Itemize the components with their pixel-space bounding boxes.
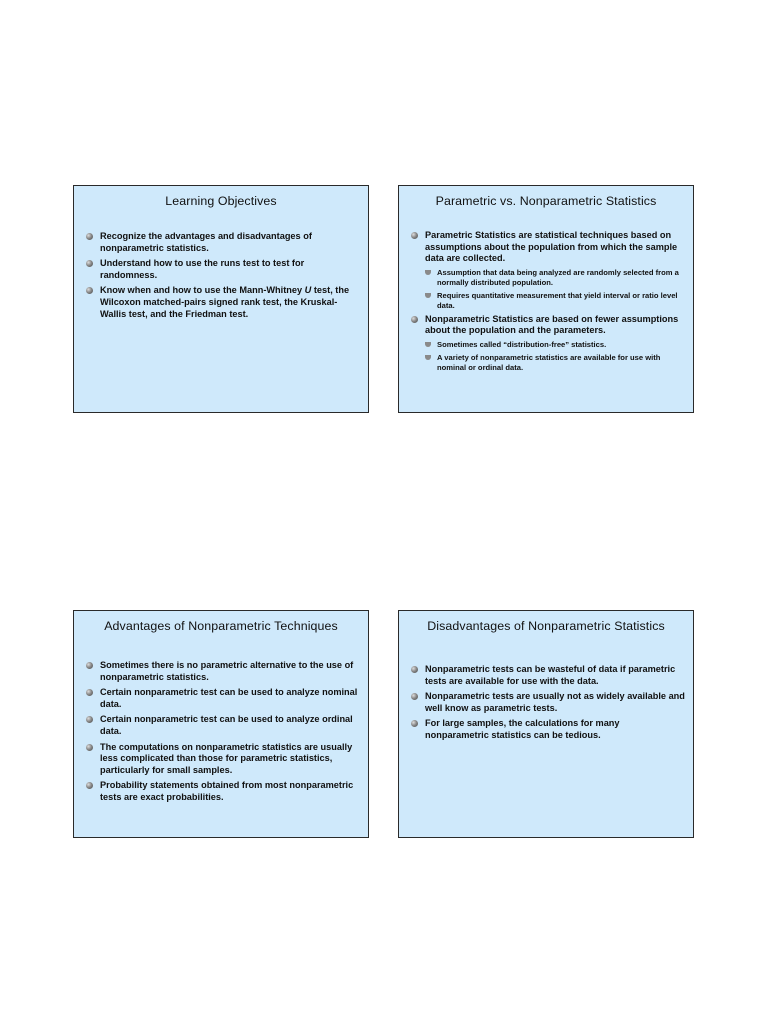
sub-bullet-item	[425, 353, 685, 373]
bullet-icon	[86, 689, 93, 696]
sub-bullet-text: Requires quantitative measurement that yield interval or ratio level data.	[437, 290, 678, 310]
bullet-item	[399, 314, 693, 373]
bullet-text: Nonparametric Statistics are based on fewer assumptions about the population and the parameters.	[425, 313, 679, 336]
sub-bullet-icon	[425, 342, 431, 347]
sub-bullet-text: A variety of nonparametric statistics are available for use with nominal or ordinal data.	[437, 352, 661, 372]
bullet-text: Recognize the advantages and disadvantages of nonparametric statistics.	[100, 231, 312, 253]
bullet-icon	[86, 233, 93, 240]
bullet-text-part: test, the Wilcoxon matched-pairs signed rank test, the Kruskal-Wallis test, and the Friedman test.	[100, 285, 350, 319]
bullet-item	[74, 714, 368, 737]
bullet-item	[74, 687, 368, 710]
bullet-text: Certain nonparametric test can be used to analyze nominal data.	[100, 687, 358, 709]
bullet-text: Probability statements obtained from most nonparametric tests are exact probabilities.	[100, 780, 354, 802]
bullet-item	[74, 742, 368, 777]
slide-parametric-vs-nonparametric	[398, 185, 694, 413]
bullet-item	[74, 258, 368, 281]
sub-bullet-icon	[425, 293, 431, 298]
bullet-icon	[411, 232, 418, 239]
sub-bullet-icon	[425, 355, 431, 360]
bullet-list	[74, 645, 368, 804]
bullet-list	[399, 645, 693, 742]
slide-learning-objectives	[73, 185, 369, 413]
bullet-list	[399, 220, 693, 373]
bullet-icon	[411, 693, 418, 700]
slide-disadvantages	[398, 610, 694, 838]
slide-title: Parametric vs. Nonparametric Statistics	[435, 194, 657, 208]
slide-advantages	[73, 610, 369, 838]
sub-bullet-item	[425, 268, 685, 288]
slide-title: Advantages of Nonparametric Techniques	[104, 619, 338, 633]
bullet-text: Parametric Statistics are statistical techniques based on assumptions about the population from which the sample data are collected.	[425, 230, 678, 264]
bullet-text: Nonparametric tests can be wasteful of data if parametric tests are available for use with the data.	[425, 664, 676, 686]
bullet-item	[399, 664, 693, 687]
bullet-text: The computations on nonparametric statistics are usually less complicated than those for parametric statistics, particularly for small samples.	[100, 741, 353, 775]
bullet-item	[399, 718, 693, 741]
bullet-icon	[411, 666, 418, 673]
sub-bullet-text: Assumption that data being analyzed are randomly selected from a normally distributed population.	[437, 267, 679, 287]
bullet-item	[399, 230, 693, 311]
sub-bullet-list	[425, 340, 685, 373]
bullet-item	[399, 691, 693, 714]
slide-title: Learning Objectives	[165, 194, 277, 208]
bullet-icon	[411, 316, 418, 323]
bullet-icon	[411, 720, 418, 727]
bullet-text: Sometimes there is no parametric alternative to the use of nonparametric statistics.	[100, 660, 354, 682]
bullet-item	[74, 231, 368, 254]
bullet-text: Understand how to use the runs test to test for randomness.	[100, 258, 305, 280]
bullet-item	[74, 780, 368, 803]
sub-bullet-text: Sometimes called “distribution-free” statistics.	[437, 339, 607, 349]
bullet-text: For large samples, the calculations for many nonparametric statistics can be tedious.	[425, 718, 620, 740]
sub-bullet-list	[425, 268, 685, 311]
bullet-icon	[86, 716, 93, 723]
sub-bullet-item	[425, 291, 685, 311]
bullet-icon	[86, 782, 93, 789]
bullet-item	[74, 660, 368, 683]
slide-title: Disadvantages of Nonparametric Statistics	[427, 619, 665, 633]
sub-bullet-icon	[425, 270, 431, 275]
bullet-list	[74, 220, 368, 320]
bullet-icon	[86, 287, 93, 294]
bullet-text-part: Know when and how to use the Mann-Whitney	[100, 285, 305, 296]
bullet-icon	[86, 662, 93, 669]
bullet-icon	[86, 744, 93, 751]
bullet-text-italic: U	[304, 285, 312, 296]
bullet-item	[74, 285, 368, 320]
bullet-text: Certain nonparametric test can be used to analyze ordinal data.	[100, 714, 353, 736]
bullet-text: Nonparametric tests are usually not as widely available and well know as parametric tests.	[425, 691, 685, 713]
sub-bullet-item	[425, 340, 685, 350]
bullet-icon	[86, 260, 93, 267]
